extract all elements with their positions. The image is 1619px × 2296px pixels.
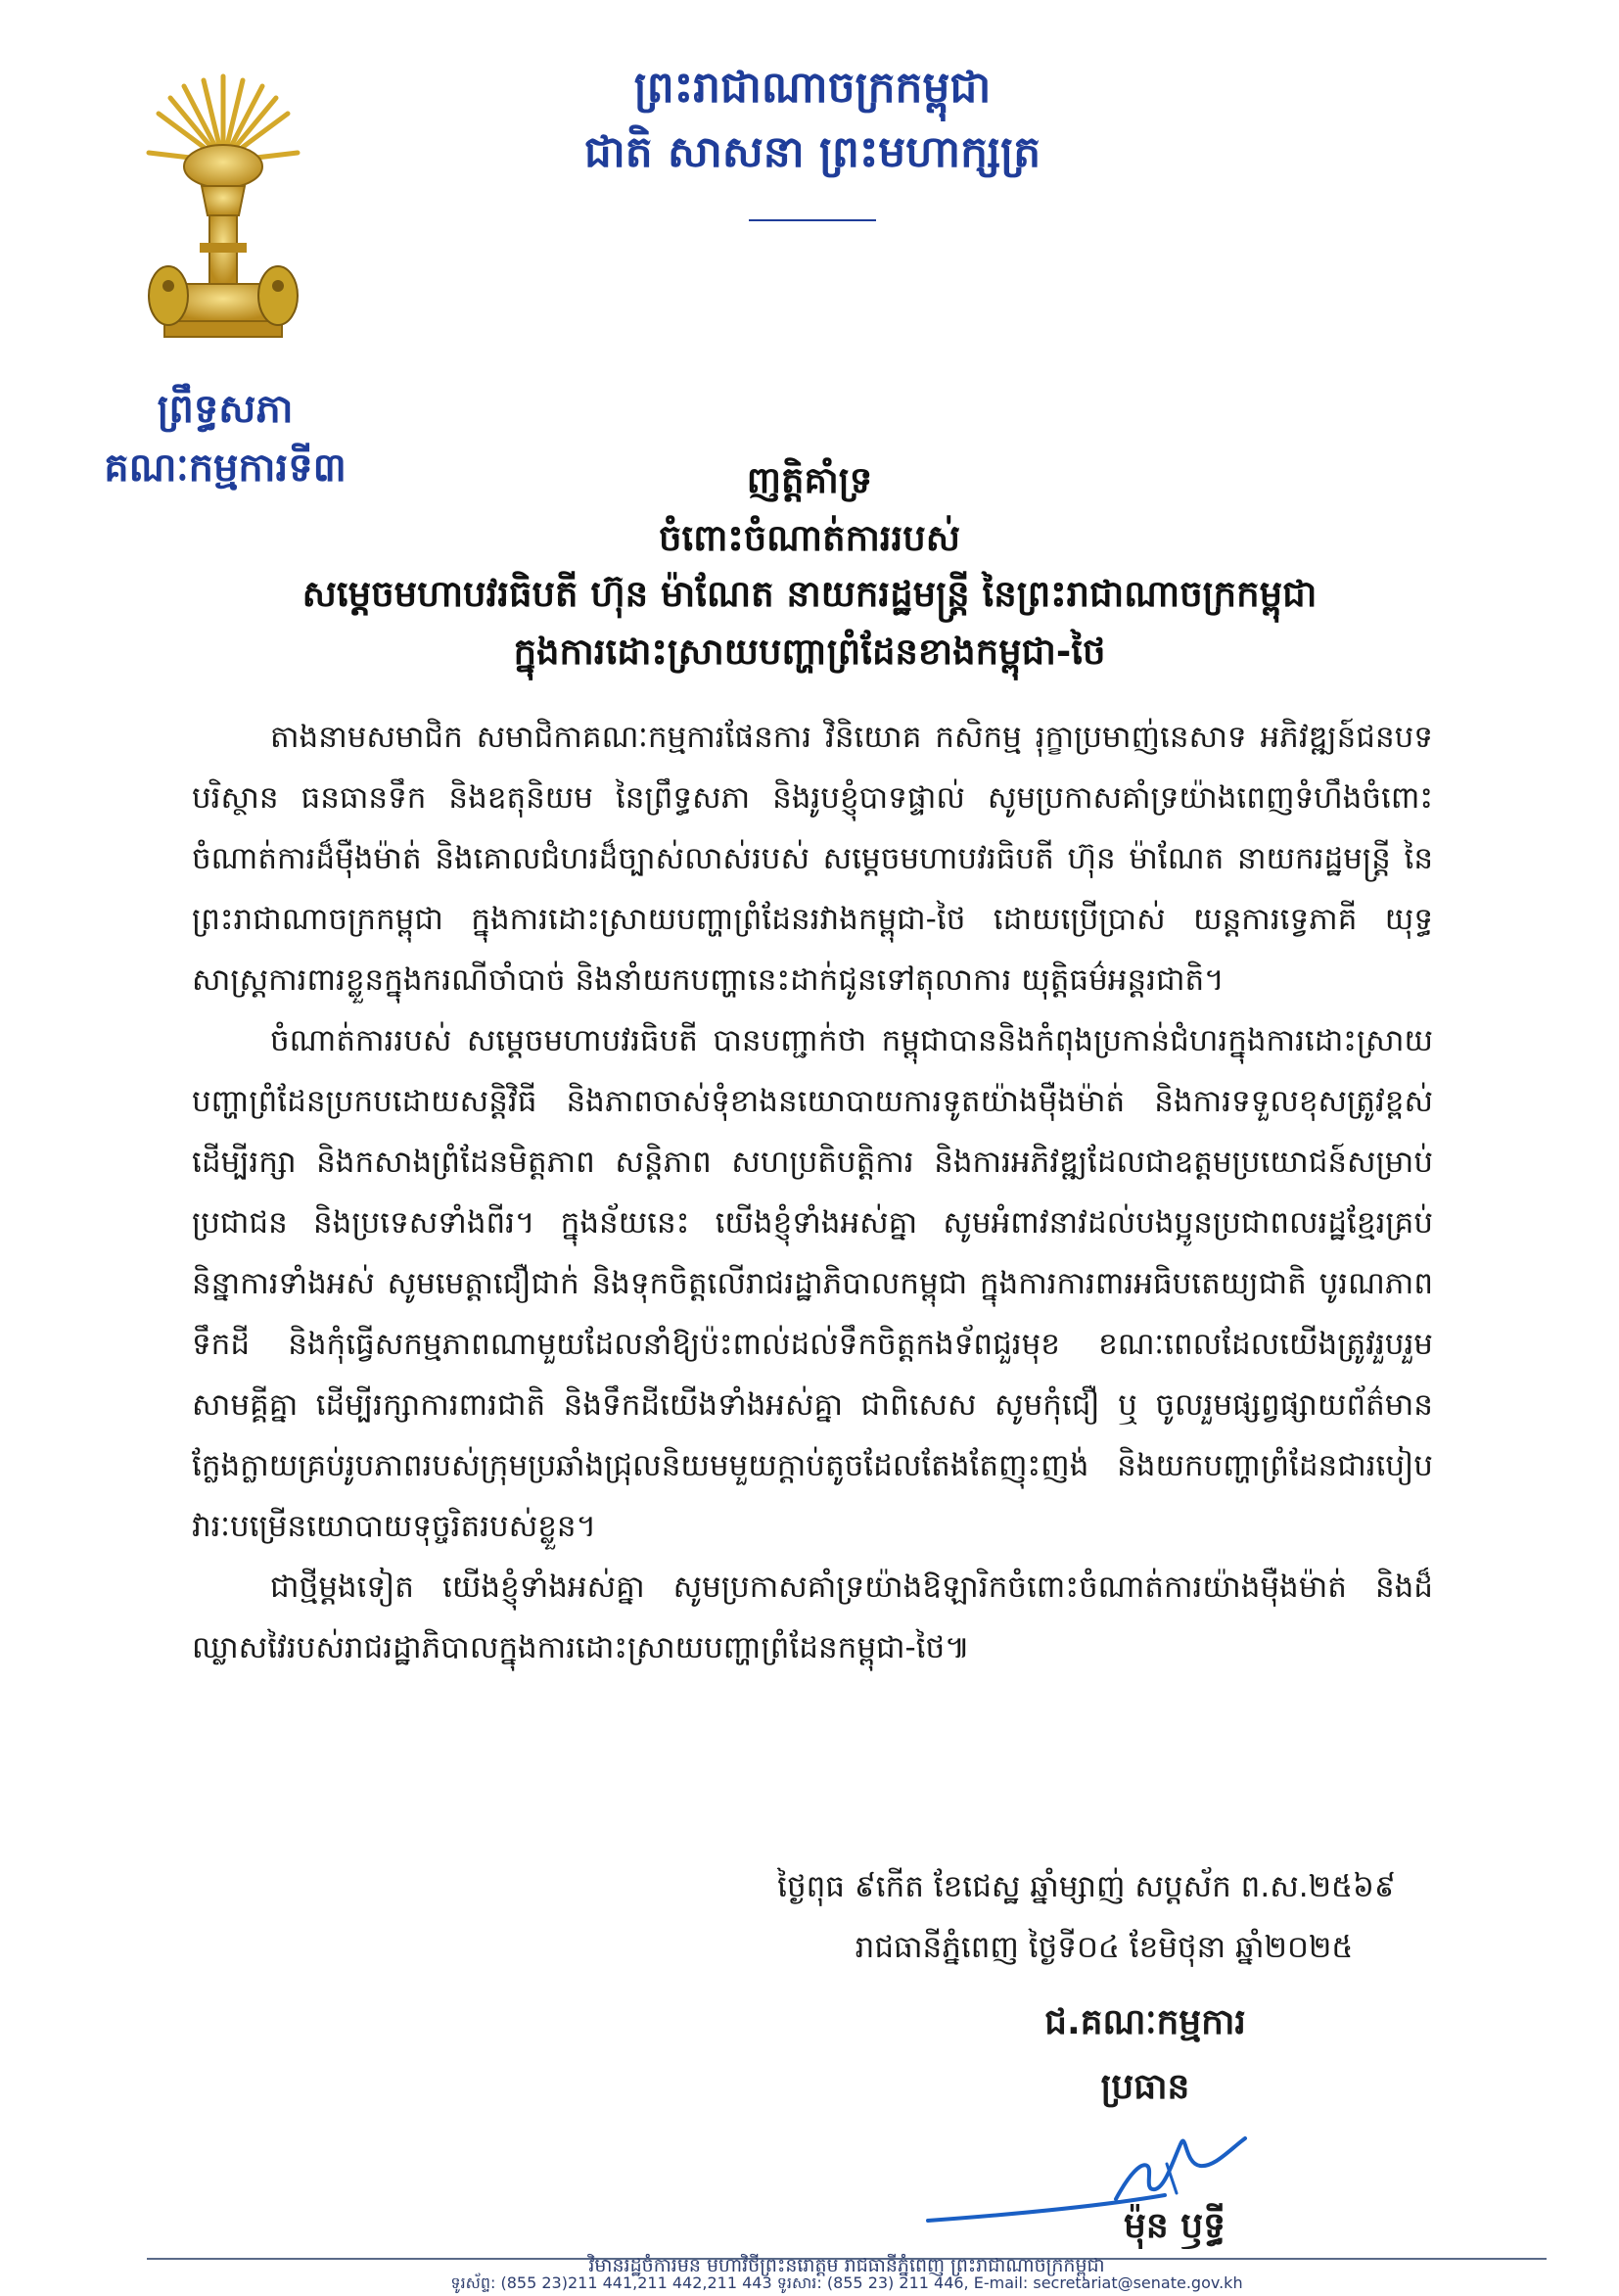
signer-name: ម៉ុន ឫទ្ធី [1124, 2206, 1226, 2246]
signatory-role: ប្រធាន [1100, 2067, 1190, 2107]
signatory-organization: ជ.គណៈកម្មការ [1044, 2002, 1246, 2042]
senate-name: ព្រឹទ្ធសភា [157, 387, 294, 432]
body-paragraph-3: ជាថ្មីម្តងទៀត យើងខ្ញុំទាំងអស់គ្នា សូមប្រកាសគាំទ្រយ៉ាងឱឡារិកចំពោះចំណាត់ការយ៉ាងម៉ឺងម៉ាត់ និងដ៏ឈ្លាសវៃរបស់រាជរដ្ឋាភិបាលក្នុងការដោះស្រាយបញ្ហាព្រំដែនកម្ពុជា-ថៃ៕ [192, 1570, 1433, 1665]
footer-address: វិមានរដ្ឋចំការមន មហាវិថីព្រះនរោត្តម រាជធានីភ្នំពេញ ព្រះរាជាណាចក្រកម្ពុជា [588, 2255, 1105, 2276]
document-type-title: ញត្តិគាំទ្រ [746, 459, 873, 501]
kingdom-title: ព្រះរាជាណាចក្រកម្ពុជា [633, 63, 992, 113]
senate-emblem-icon [145, 69, 301, 362]
header-divider [749, 219, 876, 221]
body-paragraph-1: តាងនាមសមាជិក សមាជិកាគណៈកម្មការផែនការ វិនិយោគ កសិកម្ម រុក្ខាប្រមាញ់នេសាទ អភិវឌ្ឍន៍ជនបទ បរិស្ថាន ធនធានទឹក និងឧតុនិយម នៃព្រឹទ្ធសភា និងរូបខ្ញុំបាទផ្ទាល់ សូមប្រកាសគាំទ្រយ៉ាងពេញទំហឹងចំពោះចំណាត់ការដ៏ម៉ឺងម៉ាត់ និងគោលជំហរដ៏ច្បាស់លាស់របស់ សម្តេចមហាបវរធិបតី ហ៊ុន ម៉ាណែត នាយករដ្ឋមន្ត្រី នៃព្រះរាជាណាចក្រកម្ពុជា ក្នុងការដោះស្រាយបញ្ហាព្រំដែនរវាងកម្ពុជា-ថៃ ដោយប្រើប្រាស់ យន្តការទ្វេភាគី យុទ្ធសាស្ត្រការពារខ្លួនក្នុងករណីចាំបាច់ និងនាំយកបញ្ហានេះដាក់ជូនទៅតុលាការ យុត្តិធម៌អន្តរជាតិ។ [192, 720, 1433, 998]
commission-name: គណៈកម្មការទី៣ [104, 445, 347, 491]
lunar-date: ថ្ងៃពុធ ៩កើត ខែជេស្ឋ ឆ្នាំម្សាញ់ សប្តស័ក ព.ស.២៥៦៩ [777, 1869, 1396, 1904]
body-paragraph-2: ចំណាត់ការរបស់ សម្តេចមហាបវរធិបតី បានបញ្ជាក់ថា កម្ពុជាបាននិងកំពុងប្រកាន់ជំហរក្នុងការដោះស្រាយបញ្ហាព្រំដែនប្រកបដោយសន្តិវិធី និងភាពចាស់ទុំខាងនយោបាយការទូតយ៉ាងម៉ឺងម៉ាត់ និងការទទួលខុសត្រូវខ្ពស់ ដើម្បីរក្សា និងកសាងព្រំដែនមិត្តភាព សន្តិភាព សហប្រតិបត្តិការ និងការអភិវឌ្ឍដែលជាឧត្តមប្រយោជន៍សម្រាប់ប្រជាជន និងប្រទេសទាំងពីរ។ ក្នុងន័យនេះ យើងខ្ញុំទាំងអស់គ្នា សូមអំពាវនាវដល់បងប្អូនប្រជាពលរដ្ឋខ្មែរគ្រប់និន្នាការទាំងអស់ សូមមេត្តាជឿជាក់ និងទុកចិត្តលើរាជរដ្ឋាភិបាលកម្ពុជា ក្នុងការការពារអធិបតេយ្យជាតិ បូរណភាពទឹកដី និងកុំធ្វើសកម្មភាពណាមួយដែលនាំឱ្យប៉ះពាល់ដល់ទឹកចិត្តកងទ័ពជួរមុខ ខណៈពេលដែលយើងត្រូវរួបរួមសាមគ្គីគ្នា ដើម្បីរក្សាការពារជាតិ និងទឹកដីយើងទាំងអស់គ្នា ជាពិសេស សូមកុំជឿ ឬ ចូលរួមផ្សព្វផ្សាយព័ត៌មានក្លែងក្លាយគ្រប់រូបភាពរបស់ក្រុមប្រឆាំងជ្រុលនិយមមួយក្តាប់តូចដែលតែងតែញុះញង់ និងយកបញ្ហាព្រំដែនជារបៀបវារៈបម្រើនយោបាយទុច្ចរិតរបស់ខ្លួន។ [192, 1023, 1433, 1544]
document-person-title: សម្តេចមហាបវរធិបតី ហ៊ុន ម៉ាណែត នាយករដ្ឋមន្ត្រី នៃព្រះរាជាណាចក្រកម្ពុជា [301, 573, 1318, 615]
document-subject-title: ចំពោះចំណាត់ការរបស់ [658, 517, 961, 559]
document-topic-title: ក្នុងការដោះស្រាយបញ្ហាព្រំដែនខាងកម្ពុជា-ថៃ [513, 631, 1106, 673]
kingdom-motto: ជាតិ សាសនា ព្រះមហាក្សត្រ [583, 127, 1041, 177]
document-body [192, 707, 1433, 1678]
footer-contact: ទូរស័ព្ទ: (855 23)211 441,211 442,211 443 ទូរសារ: (855 23) 211 446, E-mail: secretariat@senate.gov.kh [450, 2273, 1243, 2292]
solar-date: រាជធានីភ្នំពេញ ថ្ងៃទី០៤ ខែមិថុនា ឆ្នាំ២០២៥ [855, 1930, 1354, 1965]
